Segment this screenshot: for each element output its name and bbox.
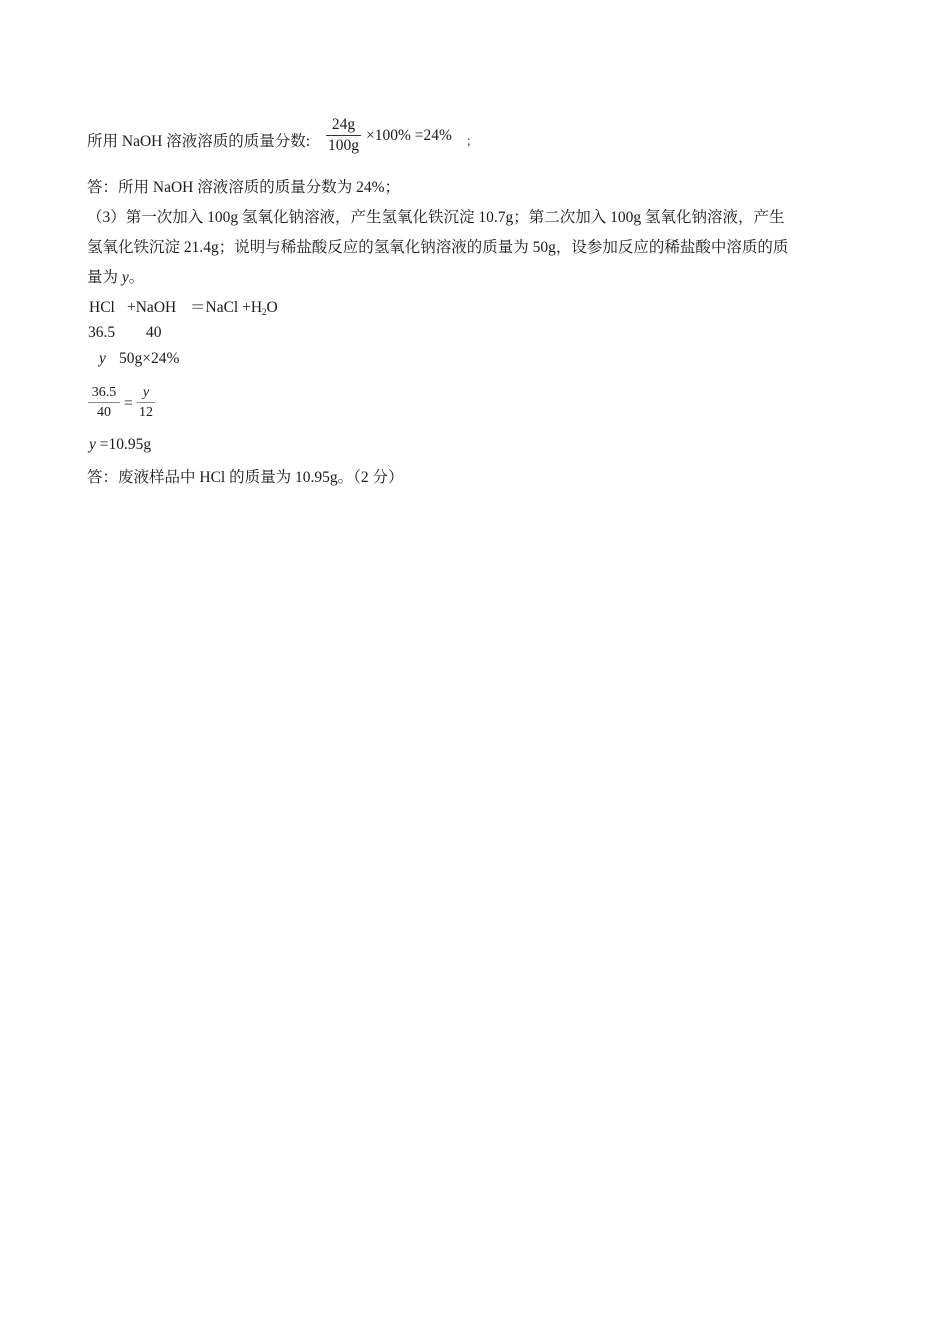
part3-line-c-text: 量为 bbox=[87, 269, 122, 286]
part3-line-c-end: 。 bbox=[128, 269, 145, 286]
naoh-amount: 50g×24% bbox=[119, 350, 180, 367]
result-variable: y bbox=[89, 436, 96, 453]
equation-hcl: HCl bbox=[89, 299, 115, 316]
proportion-right-fraction bbox=[137, 384, 155, 421]
mass-fraction-tail: ； bbox=[466, 134, 479, 148]
answer-2: 答：废液样品中 HCl 的质量为 10.95g。（2 分） bbox=[87, 469, 404, 486]
result-value: =10.95g bbox=[95, 436, 152, 453]
part3-line-c bbox=[87, 268, 144, 288]
proportion-left-bar bbox=[88, 402, 120, 403]
proportion-right-denominator: 12 bbox=[139, 405, 153, 420]
mass-fraction-fraction bbox=[326, 116, 361, 155]
equation-o: O bbox=[266, 299, 278, 316]
proportion-equals: = bbox=[124, 395, 133, 412]
proportion-left-numerator: 36.5 bbox=[91, 385, 117, 400]
unknown-y: y bbox=[99, 350, 106, 367]
fraction-denominator: 100g bbox=[328, 137, 359, 154]
part3-variable-y: y bbox=[121, 269, 129, 286]
proportion-right-bar bbox=[137, 402, 155, 403]
fraction-bar bbox=[326, 135, 361, 136]
mass-fraction-suffix: ×100% =24% bbox=[366, 127, 452, 144]
part3-line-a: （3）第一次加入 100g 氢氧化钠溶液，产生氢氧化铁沉淀 10.7g；第二次加入 100g 氢氧化钠溶液，产生 bbox=[87, 209, 785, 226]
equation-naoh: +NaOH bbox=[127, 299, 177, 316]
mass-fraction-prefix: 所用 NaOH 溶液溶质的质量分数: bbox=[87, 133, 311, 150]
fraction-numerator: 24g bbox=[331, 116, 356, 133]
part3-line-b: 氢氧化铁沉淀 21.4g；说明与稀盐酸反应的氢氧化钠溶液的质量为 50g，设参加反应的稀盐酸中溶质的质 bbox=[87, 239, 789, 256]
equation-products bbox=[190, 298, 278, 322]
equation-subscript-2: 2 bbox=[262, 307, 267, 317]
mass-fraction-line bbox=[87, 132, 310, 152]
proportion-left-denominator: 40 bbox=[97, 405, 111, 420]
molar-mass-naoh: 40 bbox=[146, 324, 162, 341]
answer-1: 答：所用 NaOH 溶液溶质的质量分数为 24%； bbox=[87, 179, 400, 196]
proportion-left-fraction bbox=[88, 384, 120, 421]
proportion-right-numerator: y bbox=[142, 385, 150, 400]
equation-nacl-h: ＝NaCl +H bbox=[190, 299, 263, 316]
molar-mass-hcl: 36.5 bbox=[88, 324, 116, 341]
result-line bbox=[89, 435, 151, 455]
